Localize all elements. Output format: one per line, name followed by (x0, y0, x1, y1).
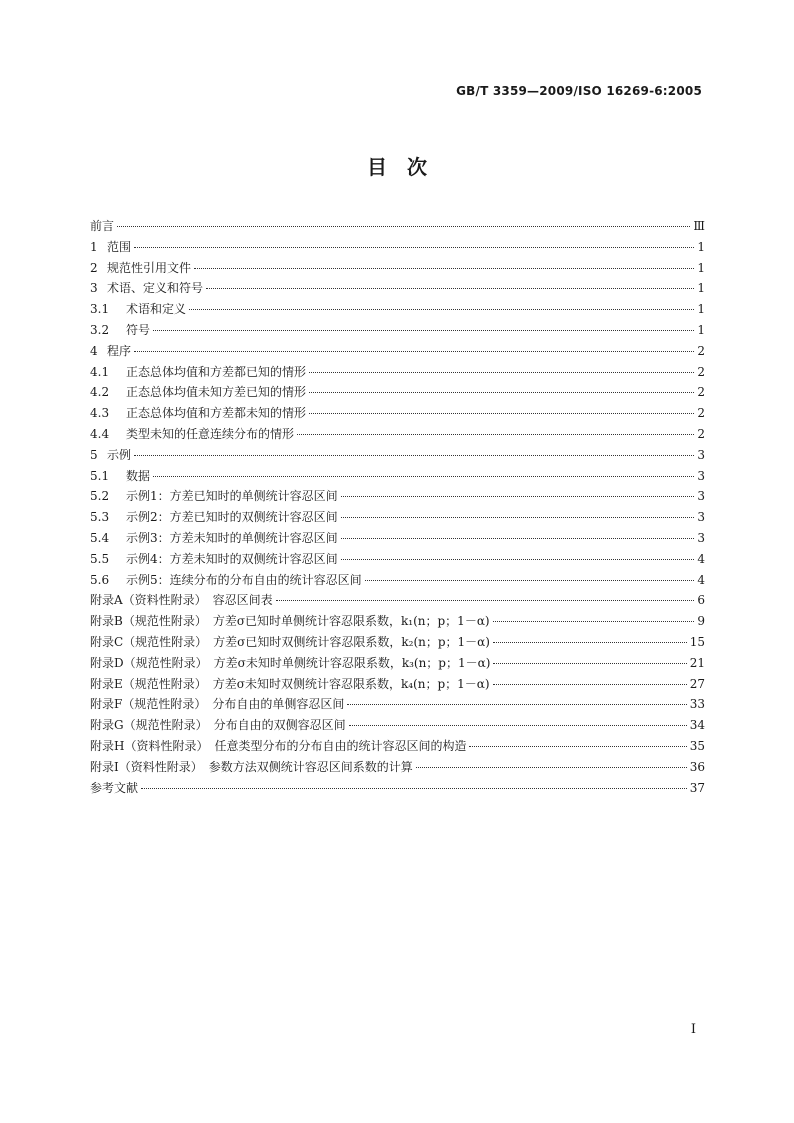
toc-dot-leader (134, 247, 694, 248)
toc-dot-leader (493, 684, 687, 685)
toc-entry-label: 附录D（规范性附录） 方差σ未知时单侧统计容忍限系数，k₃(n；p；1－α) (90, 655, 491, 670)
toc-entry-page: 2 (697, 385, 705, 400)
toc-entry-number: 5.2 (90, 489, 110, 504)
toc-dot-leader (309, 372, 694, 373)
toc-dot-leader (189, 309, 694, 310)
toc-dot-leader (341, 517, 694, 518)
toc-dot-leader (416, 767, 687, 768)
toc-entry-page: 4 (697, 551, 705, 566)
toc-entry-label: 附录A（资料性附录） 容忍区间表 (90, 593, 273, 608)
toc-entry-page: 9 (697, 614, 705, 629)
toc-dot-leader (134, 351, 694, 352)
toc-entry-number: 3.2 (90, 322, 110, 337)
toc-entry-label: 附录G（规范性附录） 分布自由的双侧容忍区间 (90, 718, 346, 733)
toc-entry-page: 27 (689, 676, 705, 691)
toc-entry[interactable] (90, 238, 705, 259)
toc-entry-label: 数据 (126, 468, 151, 483)
toc-dot-leader (365, 580, 694, 581)
toc-entry-page: 3 (697, 447, 705, 462)
toc-entry-number: 5.1 (90, 468, 110, 483)
toc-entry[interactable] (90, 550, 705, 571)
toc-entry[interactable] (90, 467, 705, 488)
toc-entry-number: 4.4 (90, 426, 110, 441)
toc-entry-page: 2 (697, 426, 705, 441)
toc-entry-label: 示例4：方差未知时的双侧统计容忍区间 (126, 551, 338, 566)
toc-entry[interactable] (90, 758, 705, 779)
toc-entry-label: 范围 (107, 239, 132, 254)
toc-entry-page: 1 (697, 239, 705, 254)
toc-dot-leader (297, 434, 694, 435)
toc-entry-page: 2 (697, 364, 705, 379)
standard-code: GB/T 3359—2009/ISO 16269-6:2005 (456, 84, 702, 98)
toc-entry-label: 术语、定义和符号 (107, 281, 204, 296)
toc-entry-label: 示例1：方差已知时的单侧统计容忍区间 (126, 489, 338, 504)
toc-entry-label: 类型未知的任意连续分布的情形 (126, 426, 295, 441)
toc-entry-page: 21 (689, 655, 705, 670)
toc-entry[interactable] (90, 363, 705, 384)
toc-entry-page: 3 (697, 510, 705, 525)
toc-entry[interactable] (90, 571, 705, 592)
toc-entry-label: 附录B（规范性附录） 方差σ已知时单侧统计容忍限系数，k₁(n；p；1－α) (90, 614, 490, 629)
toc-entry-page: 2 (697, 343, 705, 358)
toc-dot-leader (493, 642, 687, 643)
toc-entry[interactable] (90, 300, 705, 321)
toc-dot-leader (206, 288, 694, 289)
toc-dot-leader (276, 600, 694, 601)
toc-dot-leader (153, 330, 694, 331)
toc-entry[interactable] (90, 612, 705, 633)
toc-entry[interactable] (90, 342, 705, 363)
toc-entry-page: 3 (697, 530, 705, 545)
toc-entry[interactable] (90, 383, 705, 404)
toc-entry-number: 5 (90, 447, 98, 462)
toc-entry-page: Ⅲ (693, 219, 705, 233)
toc-entry[interactable] (90, 779, 705, 800)
toc-dot-leader (117, 226, 690, 227)
toc-dot-leader (309, 413, 694, 414)
toc-entry-number: 4.1 (90, 364, 110, 379)
toc-entry-page: 1 (697, 260, 705, 275)
toc-dot-leader (309, 392, 694, 393)
toc-dot-leader (141, 788, 687, 789)
toc-entry-number: 5.5 (90, 551, 110, 566)
toc-entry-number: 2 (90, 260, 98, 275)
toc-entry-page: 3 (697, 468, 705, 483)
toc-entry[interactable] (90, 321, 705, 342)
toc-entry-page: 2 (697, 406, 705, 421)
toc-entry-number: 5.4 (90, 530, 110, 545)
toc-entry-label: 示例5：连续分布的分布自由的统计容忍区间 (126, 572, 362, 587)
toc-title: 目 次 (367, 155, 427, 179)
toc-entry[interactable] (90, 279, 705, 300)
toc-entry-label: 程序 (107, 343, 132, 358)
toc-entry-label: 参考文献 (90, 780, 139, 795)
page-number: Ⅰ (690, 1022, 696, 1037)
toc-entry[interactable] (90, 675, 705, 696)
toc-entry-page: 33 (689, 697, 705, 712)
toc-dot-leader (469, 746, 686, 747)
toc-dot-leader (341, 538, 694, 539)
toc-entry[interactable] (90, 487, 705, 508)
toc-entry-number: 3 (90, 281, 98, 296)
toc-entry-page: 35 (689, 738, 705, 753)
toc-dot-leader (153, 476, 694, 477)
toc-entry[interactable] (90, 529, 705, 550)
toc-entry-label: 附录E（规范性附录） 方差σ未知时双侧统计容忍限系数，k₄(n；p；1－α) (90, 676, 490, 691)
toc-entry[interactable] (90, 508, 705, 529)
toc-entry[interactable] (90, 654, 705, 675)
toc-dot-leader (134, 455, 694, 456)
toc-dot-leader (349, 725, 687, 726)
toc-dot-leader (493, 663, 686, 664)
toc-entry-label: 附录F（规范性附录） 分布自由的单侧容忍区间 (90, 697, 345, 712)
toc-entry-label: 规范性引用文件 (107, 260, 192, 275)
toc-entry[interactable] (90, 591, 705, 612)
toc-dot-leader (493, 621, 694, 622)
toc-dot-leader (194, 268, 694, 269)
toc-entry-label: 附录H（资料性附录） 任意类型分布的分布自由的统计容忍区间的构造 (90, 738, 467, 753)
toc-entry[interactable] (90, 716, 705, 737)
toc-dot-leader (347, 704, 686, 705)
toc-entry-label: 正态总体均值未知方差已知的情形 (126, 385, 307, 400)
toc-entry-label: 前言 (90, 219, 115, 233)
table-of-contents (90, 217, 705, 799)
toc-entry-page: 36 (689, 759, 705, 774)
toc-entry-number: 3.1 (90, 302, 110, 317)
toc-entry[interactable] (90, 633, 705, 654)
toc-entry-page: 37 (689, 780, 705, 795)
toc-entry-page: 3 (697, 489, 705, 504)
toc-entry-page: 1 (697, 281, 705, 296)
toc-entry[interactable] (90, 695, 705, 716)
toc-entry-label: 术语和定义 (126, 302, 187, 317)
toc-entry[interactable] (90, 404, 705, 425)
toc-entry-page: 15 (689, 634, 705, 649)
toc-entry-page: 34 (689, 718, 705, 733)
toc-entry-label: 符号 (126, 322, 151, 337)
toc-entry[interactable] (90, 737, 705, 758)
toc-entry[interactable] (90, 425, 705, 446)
toc-entry-number: 4 (90, 343, 98, 358)
toc-dot-leader (341, 496, 694, 497)
toc-entry-label: 正态总体均值和方差都未知的情形 (126, 406, 307, 421)
toc-entry-page: 6 (697, 593, 705, 608)
toc-entry-number: 4.2 (90, 385, 110, 400)
toc-entry-label: 附录C（规范性附录） 方差σ已知时双侧统计容忍限系数，k₂(n；p；1－α) (90, 634, 490, 649)
toc-entry-label: 附录I（资料性附录） 参数方法双侧统计容忍区间系数的计算 (90, 759, 413, 774)
toc-entry[interactable] (90, 217, 705, 238)
toc-entry-label: 示例2：方差已知时的双侧统计容忍区间 (126, 510, 338, 525)
toc-entry-number: 4.3 (90, 406, 110, 421)
toc-entry-label: 示例3：方差未知时的单侧统计容忍区间 (126, 530, 338, 545)
toc-dot-leader (341, 559, 694, 560)
toc-entry[interactable] (90, 446, 705, 467)
toc-entry-number: 5.3 (90, 510, 110, 525)
toc-entry-page: 1 (697, 322, 705, 337)
toc-entry-label: 示例 (107, 447, 132, 462)
toc-entry-number: 5.6 (90, 572, 110, 587)
toc-entry-label: 正态总体均值和方差都已知的情形 (126, 364, 307, 379)
toc-entry-number: 1 (90, 239, 98, 254)
toc-entry-page: 1 (697, 302, 705, 317)
toc-entry[interactable] (90, 259, 705, 280)
toc-entry-page: 4 (697, 572, 705, 587)
